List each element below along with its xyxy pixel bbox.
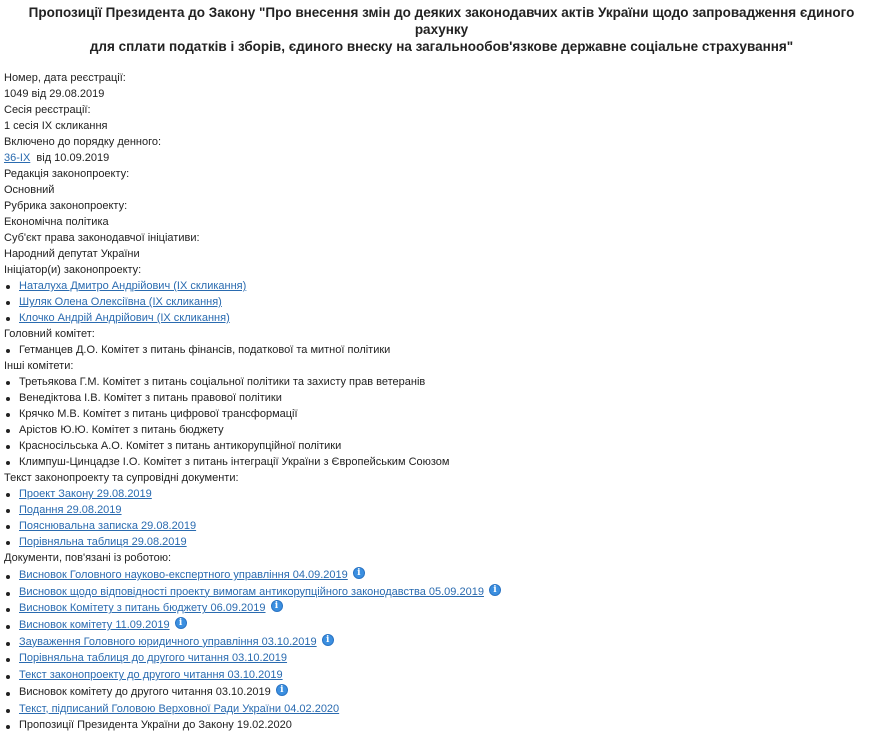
list-item: Венедіктова І.В. Комітет з питань правової політики <box>4 390 883 406</box>
list-item: Красносільська А.О. Комітет з питань антикорупційної політики <box>4 438 883 454</box>
list-item <box>4 716 883 733</box>
document-link[interactable]: Текст, підписаний Головою Верховної Ради України 04.02.2020 <box>19 702 340 715</box>
edition-value: Основний <box>4 184 55 196</box>
document-link[interactable]: Висновок комітету 11.09.2019 <box>19 619 170 632</box>
document-link[interactable]: Проект Закону 29.08.2019 <box>19 488 152 500</box>
bill-card <box>0 70 883 733</box>
list-item <box>4 700 883 717</box>
list-item <box>4 534 883 550</box>
document-link[interactable]: Порівняльна таблиця до другого читання 03.10.2019 <box>19 652 288 665</box>
main-committee-label: Головний комітет: <box>4 328 95 340</box>
agenda-value <box>4 150 883 166</box>
initiator-link[interactable]: Наталуха Дмитро Андрійович (IX скликання) <box>19 280 247 292</box>
docs-label: Документи, пов'язані із роботою: <box>4 552 172 564</box>
document-link[interactable]: Висновок Головного науково-експертного управління 04.09.2019 <box>19 569 348 581</box>
info-icon[interactable]: i <box>353 567 365 579</box>
document-text: Пропозиції Президента України до Закону 19.02.2020 <box>19 719 292 732</box>
list-item <box>4 583 883 600</box>
texts-list <box>4 486 883 550</box>
list-item <box>4 294 883 310</box>
rubric-value: Економічна політика <box>4 216 109 228</box>
list-item: Арістов Ю.Ю. Комітет з питань бюджету <box>4 422 883 438</box>
list-item <box>4 633 883 650</box>
initiators-label: Ініціатор(и) законопроекту: <box>4 264 142 276</box>
list-item <box>4 310 883 326</box>
session-value: 1 сесія IX скликання <box>4 120 108 132</box>
title-line-1: Пропозиції Президента до Закону "Про внесення змін до деяких законодавчих актів України щодо запровадження єдиного рахунку <box>28 5 855 37</box>
initiator-link[interactable]: Шуляк Олена Олексіївна (IX скликання) <box>19 296 222 308</box>
agenda-date: від 10.09.2019 <box>36 152 110 164</box>
subject-label: Суб'єкт права законодавчої ініціативи: <box>4 232 200 244</box>
info-icon[interactable]: i <box>175 617 187 629</box>
list-item: Третьякова Г.М. Комітет з питань соціальної політики та захисту прав ветеранів <box>4 374 883 390</box>
list-item <box>4 518 883 534</box>
list-item: Гетманцев Д.О. Комітет з питань фінансів, податкової та митної політики <box>4 342 883 358</box>
list-item <box>4 649 883 666</box>
subject-value: Народний депутат України <box>4 248 140 260</box>
session-label: Сесія реєстрації: <box>4 104 91 116</box>
texts-label: Текст законопроекту та супровідні документи: <box>4 472 239 484</box>
document-link[interactable]: Зауваження Головного юридичного управління 03.10.2019 <box>19 635 317 648</box>
initiator-link[interactable]: Клочко Андрій Андрійович (IX скликання) <box>19 312 230 324</box>
docs-list <box>4 566 883 733</box>
list-item <box>4 616 883 633</box>
page-title <box>0 0 883 55</box>
document-text: Висновок комітету до другого читання 03.10.2019 <box>19 685 271 698</box>
document-link[interactable]: Висновок Комітету з питань бюджету 06.09.2019 <box>19 602 266 615</box>
other-committees-label: Інші комітети: <box>4 360 74 372</box>
document-link[interactable]: Висновок щодо відповідності проекту вимогам антикорупційного законодавства 05.09.2019 <box>19 585 484 598</box>
document-link[interactable]: Подання 29.08.2019 <box>19 504 122 516</box>
list-item <box>4 502 883 518</box>
list-item: Крячко М.В. Комітет з питань цифрової трансформації <box>4 406 883 422</box>
info-icon[interactable]: i <box>489 584 501 596</box>
list-item: Климпуш-Цинцадзе І.О. Комітет з питань інтеграції України з Європейським Союзом <box>4 454 883 470</box>
document-link[interactable]: Порівняльна таблиця 29.08.2019 <box>19 536 187 548</box>
info-icon[interactable]: i <box>322 634 334 646</box>
other-committees-list <box>4 374 883 470</box>
rubric-label: Рубрика законопроекту: <box>4 200 128 212</box>
agenda-link[interactable]: 36-IX <box>4 152 31 164</box>
info-icon[interactable]: i <box>271 600 283 612</box>
info-icon[interactable]: i <box>276 684 288 696</box>
registration-label: Номер, дата реєстрації: <box>4 72 126 84</box>
initiators-list <box>4 278 883 326</box>
main-committee-list <box>4 342 883 358</box>
list-item <box>4 666 883 683</box>
edition-label: Редакція законопроекту: <box>4 168 130 180</box>
document-link[interactable]: Текст законопроекту до другого читання 03.10.2019 <box>19 669 283 682</box>
document-link[interactable]: Пояснювальна записка 29.08.2019 <box>19 520 197 532</box>
title-line-2: для сплати податків і зборів, єдиного внеску на загальнообов'язкове державне соціальне страхування" <box>89 39 794 54</box>
list-item <box>4 486 883 502</box>
list-item <box>4 683 883 700</box>
registration-value: 1049 від 29.08.2019 <box>4 88 105 100</box>
agenda-label: Включено до порядку денного: <box>4 136 162 148</box>
list-item <box>4 599 883 616</box>
list-item <box>4 278 883 294</box>
list-item <box>4 566 883 583</box>
